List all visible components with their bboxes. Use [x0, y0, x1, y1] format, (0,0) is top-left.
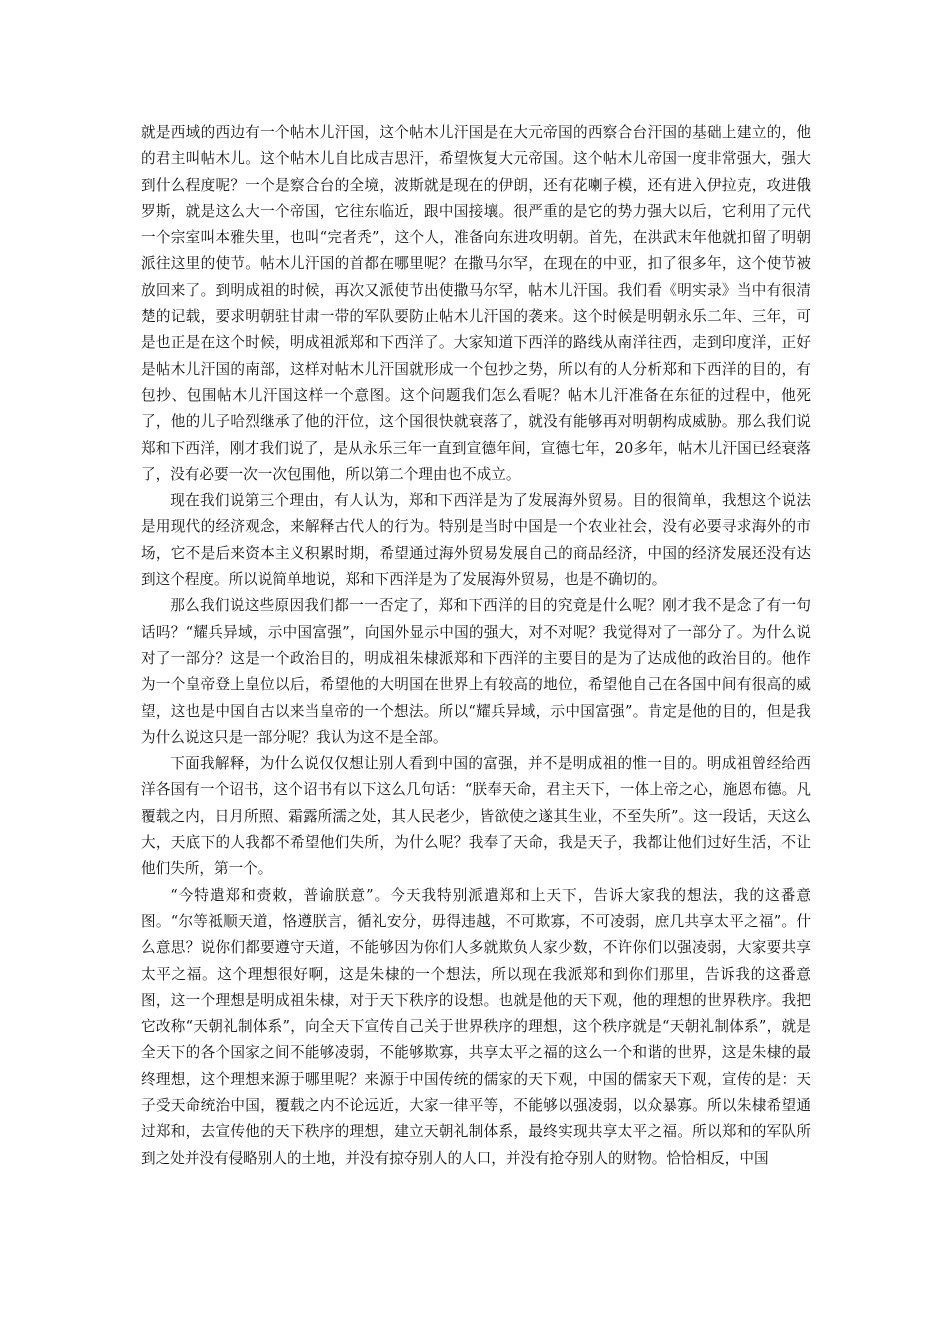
- paragraph-1: 就是西域的西边有一个帖木儿汗国，这个帖木儿汗国是在大元帝国的西察合台汗国的基础上建立的，他的君主叫帖木儿。这个帖木儿自比成吉思汗，希望恢复大元帝国。这个帖木儿帝国一度非常强大，强大到什么程度呢？一个是察合台的全境，波斯就是现在的伊朗，还有花喇子模，还有进入伊拉克，攻进俄罗斯，就是这么大一个帝国，它往东临近，跟中国接壤。很严重的是它的势力强大以后，它利用了元代一个宗室叫本雅失里，也叫“完者秃”，这个人，准备向东进攻明朝。首先，在洪武末年他就扣留了明朝派往这里的使节。帖木儿汗国的首都在哪里呢？在撒马尔罕，在现在的中亚，扣了很多年，这个使节被放回来了。到明成祖的时候，再次又派使节出使撒马尔罕，帖木儿汗国。我们看《明实录》当中有很清楚的记载，要求明朝驻甘肃一带的军队要防止帖木儿汗国的袭来。这个时候是明朝永乐二年、三年，可是也正是在这个时候，明成祖派郑和下西洋了。大家知道下西洋的路线从南洋往西，走到印度洋，正好是帖木儿汗国的南部，这样对帖木儿汗国就形成一个包抄之势，所以有的人分析郑和下西洋的目的，有包抄、包围帖木儿汗国这样一个意图。这个问题我们怎么看呢？帖木儿汗准备在东征的过程中，他死了，他的儿子哈烈继承了他的汗位，这个国很快就衰落了，就没有能够再对明朝构成威胁。那么我们说郑和下西洋，刚才我们说了，是从永乐三年一直到宣德年间，宣德七年，20多年，帖木儿汗国已经衰落了，没有必要一次一次包围他，所以第二个理由也不成立。: [141, 124, 811, 483]
- paragraph-4: 下面我解释，为什么说仅仅想让别人看到中国的富强，并不是明成祖的惟一目的。明成祖曾经给西洋各国有一个诏书，这个诏书有以下这么几句话：“朕奉天命，君主天下，一体上帝之心，施恩布德。凡覆载之内，日月所照、霜露所濡之处，其人民老少，皆欲使之遂其生业，不至失所”。这一段话，天这么大，天底下的人我都不希望他们失所，为什么呢？我奉了天命，我是天子，我都让他们过好生活，不让他们失所，第一个。: [141, 755, 811, 878]
- paragraph-3: 那么我们说这些原因我们都一一否定了，郑和下西洋的目的究竟是什么呢？刚才我不是念了有一句话吗？“耀兵异域，示中国富强”，向国外显示中国的强大，对不对呢？我觉得对了一部分了。为什么说对了一部分？这是一个政治目的，明成祖朱棣派郑和下西洋的主要目的是为了达成他的政治目的。他作为一个皇帝登上皇位以后，希望他的大明国在世界上有较高的地位，希望他自己在各国中间有很高的威望，这也是中国自古以来当皇帝的一个想法。所以“耀兵异域，示中国富强”。肯定是他的目的，但是我为什么说这只是一部分呢？我认为这不是全部。: [141, 597, 811, 746]
- paragraph-2: 现在我们说第三个理由，有人认为，郑和下西洋是为了发展海外贸易。目的很简单，我想这个说法是用现代的经济观念，来解释古代人的行为。特别是当时中国是一个农业社会，没有必要寻求海外的市场，它不是后来资本主义积累时期，希望通过海外贸易发展自己的商品经济，中国的经济发展还没有达到这个程度。所以说简单地说，郑和下西洋是为了发展海外贸易，也是不确切的。: [141, 492, 811, 589]
- document-body: [141, 120, 811, 1172]
- paragraph-5: “今特遣郑和赍敕，普谕朕意”。今天我特别派遣郑和上天下，告诉大家我的想法，我的这番意图。“尔等祗顺天道，恪遵朕言，循礼安分，毋得违越，不可欺寡，不可凌弱，庶几共享太平之福”。什么意思？说你们都要遵守天道，不能够因为你们人多就欺负人家少数，不许你们以强凌弱，大家要共享太平之福。这个理想很好啊，这是朱棣的一个想法，所以现在我派郑和到你们那里，告诉我的这番意图，这一个理想是明成祖朱棣，对于天下秩序的设想。也就是他的天下观，他的理想的世界秩序。我把它改称“天朝礼制体系”，向全天下宣传自己关于世界秩序的理想，这个秩序就是“天朝礼制体系”，就是全天下的各个国家之间不能够凌弱，不能够欺寡，共享太平之福的这么一个和谐的世界，这是朱棣的最终理想，这个理想来源于哪里呢？来源于中国传统的儒家的天下观，中国的儒家天下观，宣传的是：天子受天命统治中国，覆载之内不论远近，大家一律平等，不能够以强凌弱，以众暴寡。所以朱棣希望通过郑和，去宣传他的天下秩序的理想，建立天朝礼制体系，最终实现共享太平之福。所以郑和的军队所到之处并没有侵略别人的土地，并没有掠夺别人的人口，并没有抢夺别人的财物。恰恰相反，中国: [141, 886, 811, 1167]
